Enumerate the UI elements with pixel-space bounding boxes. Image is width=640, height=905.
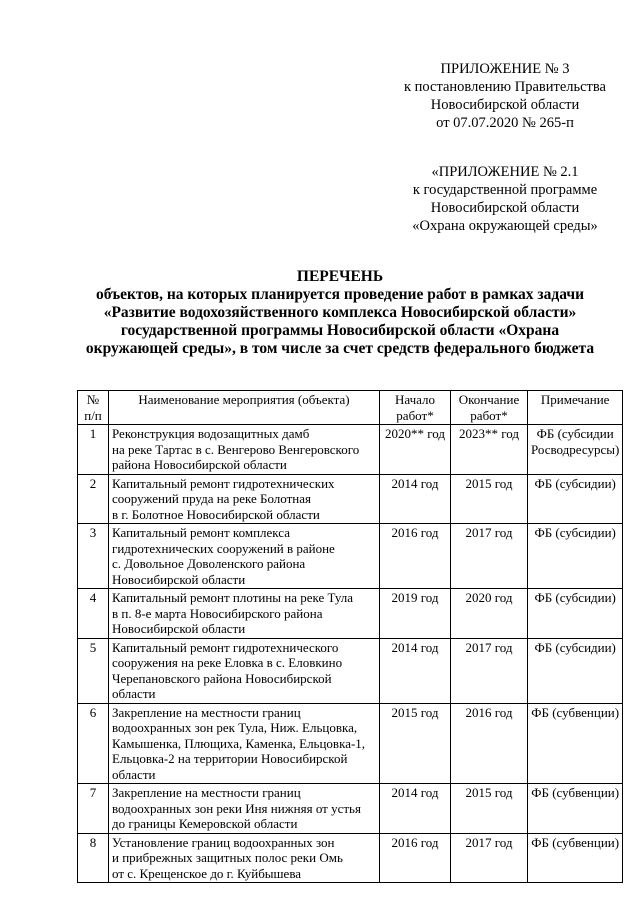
header-note: Примечание: [528, 391, 623, 425]
row-note-line: Росводресурсы): [531, 441, 620, 457]
row-name-line: Капитальный ремонт гидротехнического: [112, 639, 339, 655]
row-name: [109, 524, 380, 589]
row-end: 2015 год: [451, 784, 528, 834]
table-row: [78, 474, 623, 524]
row-name-line: сооружений пруда на реке Болотная: [112, 491, 311, 506]
appendix-3-line: от 07.07.2020 № 265-п: [436, 115, 574, 131]
row-start: 2020** год: [380, 425, 451, 475]
row-number: 7: [78, 784, 109, 834]
heading-line: окружающей среды», в том числе за счет средств федерального бюджета: [85, 340, 595, 357]
row-name-line: Новосибирской области: [112, 621, 246, 636]
row-end: 2017 год: [451, 524, 528, 589]
row-note: [528, 833, 623, 883]
table-header-row: [78, 391, 623, 425]
header-start: [380, 391, 451, 425]
row-note: [528, 784, 623, 834]
row-name: [109, 638, 380, 703]
row-name: [109, 703, 380, 784]
appendix-2-1-line: к государственной программе: [412, 182, 598, 198]
row-name-line: в г. Болотное Новосибирской области: [112, 506, 320, 522]
row-name-line: Капитальный ремонт комплекса: [112, 525, 290, 540]
table-row: [78, 833, 623, 883]
row-start: 2016 год: [380, 833, 451, 883]
row-number: 6: [78, 703, 109, 784]
row-name-line: Капитальный ремонт плотины на реке Тула: [112, 590, 354, 605]
row-name: [109, 589, 380, 639]
header-end-line: Окончание: [458, 392, 520, 407]
row-name-line: водоохранных зон рек Тула, Ниж. Ельцовка,: [112, 720, 358, 735]
appendix-3-line: к постановлению Правительства: [404, 79, 606, 95]
row-note: [528, 703, 623, 784]
header-end-line: работ*: [470, 407, 508, 423]
heading-title: ПЕРЕЧЕНЬ: [296, 268, 384, 285]
table-row: [78, 703, 623, 784]
row-note-line: ФБ (субсидии): [534, 639, 616, 655]
row-note: [528, 638, 623, 703]
row-number: 1: [78, 425, 109, 475]
table-row: [78, 589, 623, 639]
row-note: [528, 524, 623, 589]
table-row: [78, 425, 623, 475]
row-note-line: ФБ (субсидии): [534, 590, 616, 605]
row-note: [528, 589, 623, 639]
row-end: 2017 год: [451, 638, 528, 703]
row-name-line: до границы Кемеровской области: [112, 816, 298, 831]
objects-table: [77, 390, 623, 883]
row-name-line: с. Довольное Доволенского района: [112, 556, 306, 571]
row-name-line: Черепановского района Новосибирской: [112, 670, 332, 686]
row-name-line: Реконструкция водозащитных дамб: [112, 426, 310, 441]
row-end: 2023** год: [451, 425, 528, 475]
row-note: [528, 474, 623, 524]
row-name: [109, 833, 380, 883]
row-name-line: в п. 8-е марта Новосибирского района: [112, 605, 323, 621]
row-name-line: от с. Крещенское до г. Куйбышева: [112, 865, 302, 881]
row-name-line: и прибрежных защитных полос реки Омь: [112, 850, 343, 865]
row-note-line: ФБ (субсидии: [536, 426, 614, 441]
row-start: 2019 год: [380, 589, 451, 639]
row-name: [109, 474, 380, 524]
row-name-line: гидротехнических сооружений в районе: [112, 540, 335, 556]
appendix-2-1-line: Новосибирской области: [430, 200, 580, 216]
row-number: 8: [78, 833, 109, 883]
row-name-line: Закрепление на местности границ: [112, 785, 301, 800]
row-name-line: Новосибирской области: [112, 571, 246, 587]
appendix-3-line: Новосибирской области: [430, 97, 580, 113]
row-name-line: Закрепление на местности границ: [112, 704, 301, 720]
header-end: [451, 391, 528, 425]
table-body: [78, 425, 623, 883]
row-end: 2015 год: [451, 474, 528, 524]
row-end: 2020 год: [451, 589, 528, 639]
row-name-line: Камышенка, Плющиха, Каменка, Ельцовка-1,: [112, 735, 366, 751]
table-row: [78, 524, 623, 589]
row-number: 2: [78, 474, 109, 524]
row-end: 2017 год: [451, 833, 528, 883]
row-name-line: области: [112, 686, 156, 701]
appendix-2-1-line: «Охрана окружающей среды»: [412, 218, 598, 234]
appendix-3-block: [385, 60, 625, 132]
row-end: 2016 год: [451, 703, 528, 784]
header-num-line: п/п: [84, 407, 102, 423]
header-name: Наименование мероприятия (объекта): [109, 391, 380, 425]
row-start: 2014 год: [380, 784, 451, 834]
row-number: 5: [78, 638, 109, 703]
row-start: 2014 год: [380, 638, 451, 703]
appendix-2-1-line: «ПРИЛОЖЕНИЕ № 2.1: [431, 164, 579, 180]
row-name-line: области: [112, 766, 156, 782]
row-note-line: ФБ (субвенции): [531, 785, 620, 800]
header-start-line: работ*: [396, 407, 434, 423]
row-name: [109, 425, 380, 475]
document-heading: [60, 268, 620, 358]
header-start-line: Начало: [394, 392, 436, 407]
row-note-line: ФБ (субвенции): [531, 704, 620, 720]
row-start: 2014 год: [380, 474, 451, 524]
row-name-line: водоохранных зон реки Иня нижняя от устья: [112, 800, 361, 816]
row-note-line: ФБ (субвенции): [531, 834, 620, 850]
heading-line: объектов, на которых планируется проведение работ в рамках задачи: [95, 286, 585, 303]
row-number: 3: [78, 524, 109, 589]
row-note: [528, 425, 623, 475]
row-name: [109, 784, 380, 834]
row-start: 2015 год: [380, 703, 451, 784]
row-name-line: Установление границ водоохранных зон: [112, 834, 335, 850]
heading-line: государственной программы Новосибирской области «Охрана: [120, 322, 560, 339]
row-name-line: на реке Тартас в с. Венгерово Венгеровского: [112, 441, 360, 457]
row-start: 2016 год: [380, 524, 451, 589]
header-num: [78, 391, 109, 425]
row-note-line: ФБ (субсидии): [534, 475, 616, 491]
row-name-line: Капитальный ремонт гидротехнических: [112, 475, 335, 491]
row-number: 4: [78, 589, 109, 639]
row-note-line: ФБ (субсидии): [534, 525, 616, 540]
row-name-line: Ельцовка-2 на территории Новосибирской: [112, 751, 348, 766]
row-name-line: сооружения на реке Еловка в с. Еловкино: [112, 655, 343, 670]
heading-line: «Развитие водохозяйственного комплекса Новосибирской области»: [103, 304, 577, 321]
header-num-line: №: [86, 392, 100, 407]
table-row: [78, 638, 623, 703]
appendix-3-line: ПРИЛОЖЕНИЕ № 3: [440, 61, 570, 77]
row-name-line: района Новосибирской области: [112, 457, 287, 472]
appendix-2-1-block: [385, 163, 625, 235]
table-row: [78, 784, 623, 834]
